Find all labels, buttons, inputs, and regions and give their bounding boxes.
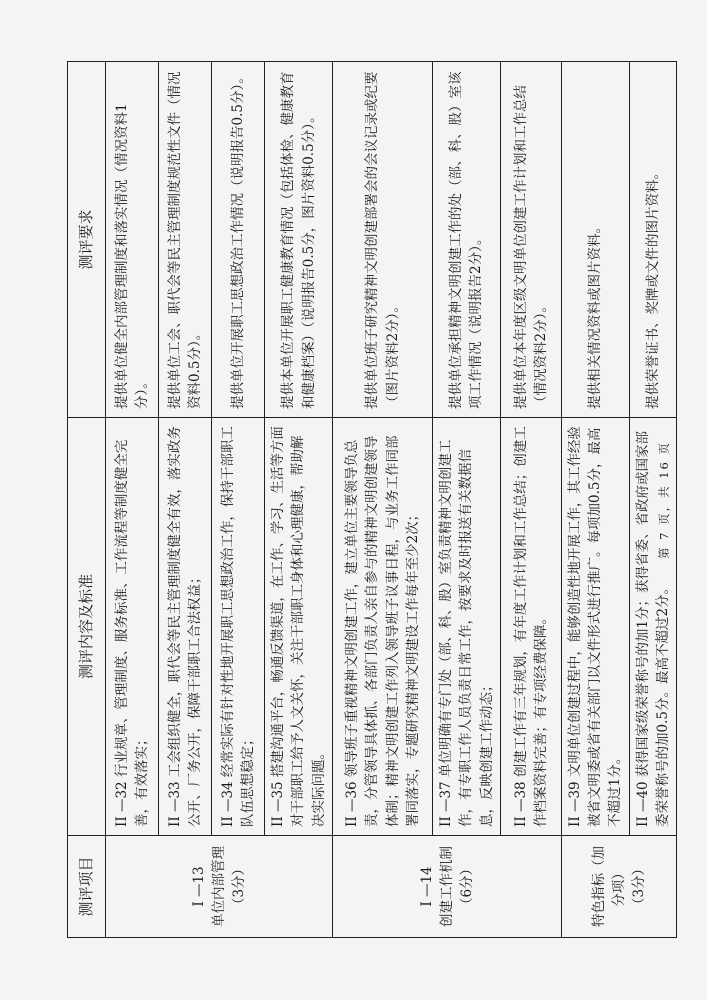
table-row [561, 62, 629, 938]
project-code: I —14 [418, 866, 435, 907]
project-name: 创建工作机制 [438, 846, 455, 927]
requirement-cell: 提供单位健全内部管理制度和落实情况（情况资料1分）。 [106, 62, 159, 418]
header-content: 测评内容及标准 [68, 418, 106, 836]
requirement-cell: 提供单位开展职工思想政治工作情况（说明报告0.5分）。 [212, 62, 265, 418]
project-score: （6分） [459, 861, 475, 912]
project-code: I —13 [190, 866, 207, 907]
requirement-cell: 提供单位工会、职代会等民主管理制度规范性文件（情况资料0.5分）。 [159, 62, 212, 418]
content-cell: II —37 单位明确有专门处（部、科、股）室负责精神文明创建工作，有专职工作人员负责日常工作，按要求及时报送有关数据信息，反映创建工作动态； [433, 418, 501, 836]
project-cell-i13 [106, 836, 333, 938]
content-cell: II —40 获得国家级荣誉称号的加1分；获得省委、省政府或国家部委荣誉称号的加0.5分。最高不超过2分。 [629, 418, 677, 836]
project-name: 单位内部管理 [210, 846, 227, 927]
requirement-cell: 提供相关情况资料或图片资料。 [561, 62, 629, 418]
requirement-cell: 提供荣誉证书、奖牌或文件的图片资料。 [629, 62, 677, 418]
project-name: 特色指标（加分项） [590, 846, 627, 927]
table-row [433, 62, 501, 938]
project-cell-i14 [333, 836, 562, 938]
table-row [106, 62, 159, 938]
content-cell: II —32 行业规章、管理制度、服务标准、工作流程等制度健全完善，有效落实； [106, 418, 159, 836]
table-row [265, 62, 333, 938]
content-cell: II —36 领导班子重视精神文明创建工作，建立单位主要领导负总责，分管领导具体抓、各部门负责人亲自参与的精神文明创建领导体制；精神文明创建工作列入领导班子议事日程，与业务工作同部署同落实，专题研究精神文明建设工作每年至少2次； [333, 418, 433, 836]
evaluation-table [67, 61, 677, 938]
requirement-cell: 提供单位本年度区级文明单位创建工作计划和工作总结（情况资料2分）。 [500, 62, 561, 418]
table-row [500, 62, 561, 938]
requirement-cell: 提供单位班子研究精神文明创建部署会的会议记录或纪要（图片资料2分）。 [333, 62, 433, 418]
header-requirement: 测评要求 [68, 62, 106, 418]
content-cell: II —33 工会组织健全，职代会等民主管理制度健全有效，落实政务公开、厂务公开，保障干部职工合法权益； [159, 418, 212, 836]
content-cell: II —35 搭建沟通平台，畅通反馈渠道，在工作、学习、生活等方面对干部职工给予人文关怀，关注干部职工身体和心理健康，帮助解决实际问题。 [265, 418, 333, 836]
table-row [159, 62, 212, 938]
header-row [68, 62, 106, 938]
project-score: （3分） [231, 861, 248, 912]
content-cell: II —39 文明单位创建过程中，能够创造性地开展工作，其工作经验被省文明委或省有关部门以文件形式进行推广。每项加0.5分，最高不超过1分。 [561, 418, 629, 836]
content-cell: II —34 经常实际有针对性地开展职工思想政治工作，保持干部职工队伍思想稳定； [212, 418, 265, 836]
table-row [212, 62, 265, 938]
project-score: （3分） [631, 861, 647, 912]
page-footer: 第 7 页，共 16 页 [657, 440, 671, 560]
requirement-cell: 提供本单位开展职工健康教育情况（包括体检、健康教育和健康档案）（说明报告0.5分，图片资料0.5分）。 [265, 62, 333, 418]
table-row [333, 62, 433, 938]
requirement-cell: 提供单位承担精神文明创建工作的处（部、科、股）室该项工作情况（说明报告2分）。 [433, 62, 501, 418]
content-cell: II —38 创建工作有三年规划，有年度工作计划和工作总结；创建工作档案资料完善；有专项经费保障。 [500, 418, 561, 836]
header-project: 测评项目 [68, 836, 106, 938]
